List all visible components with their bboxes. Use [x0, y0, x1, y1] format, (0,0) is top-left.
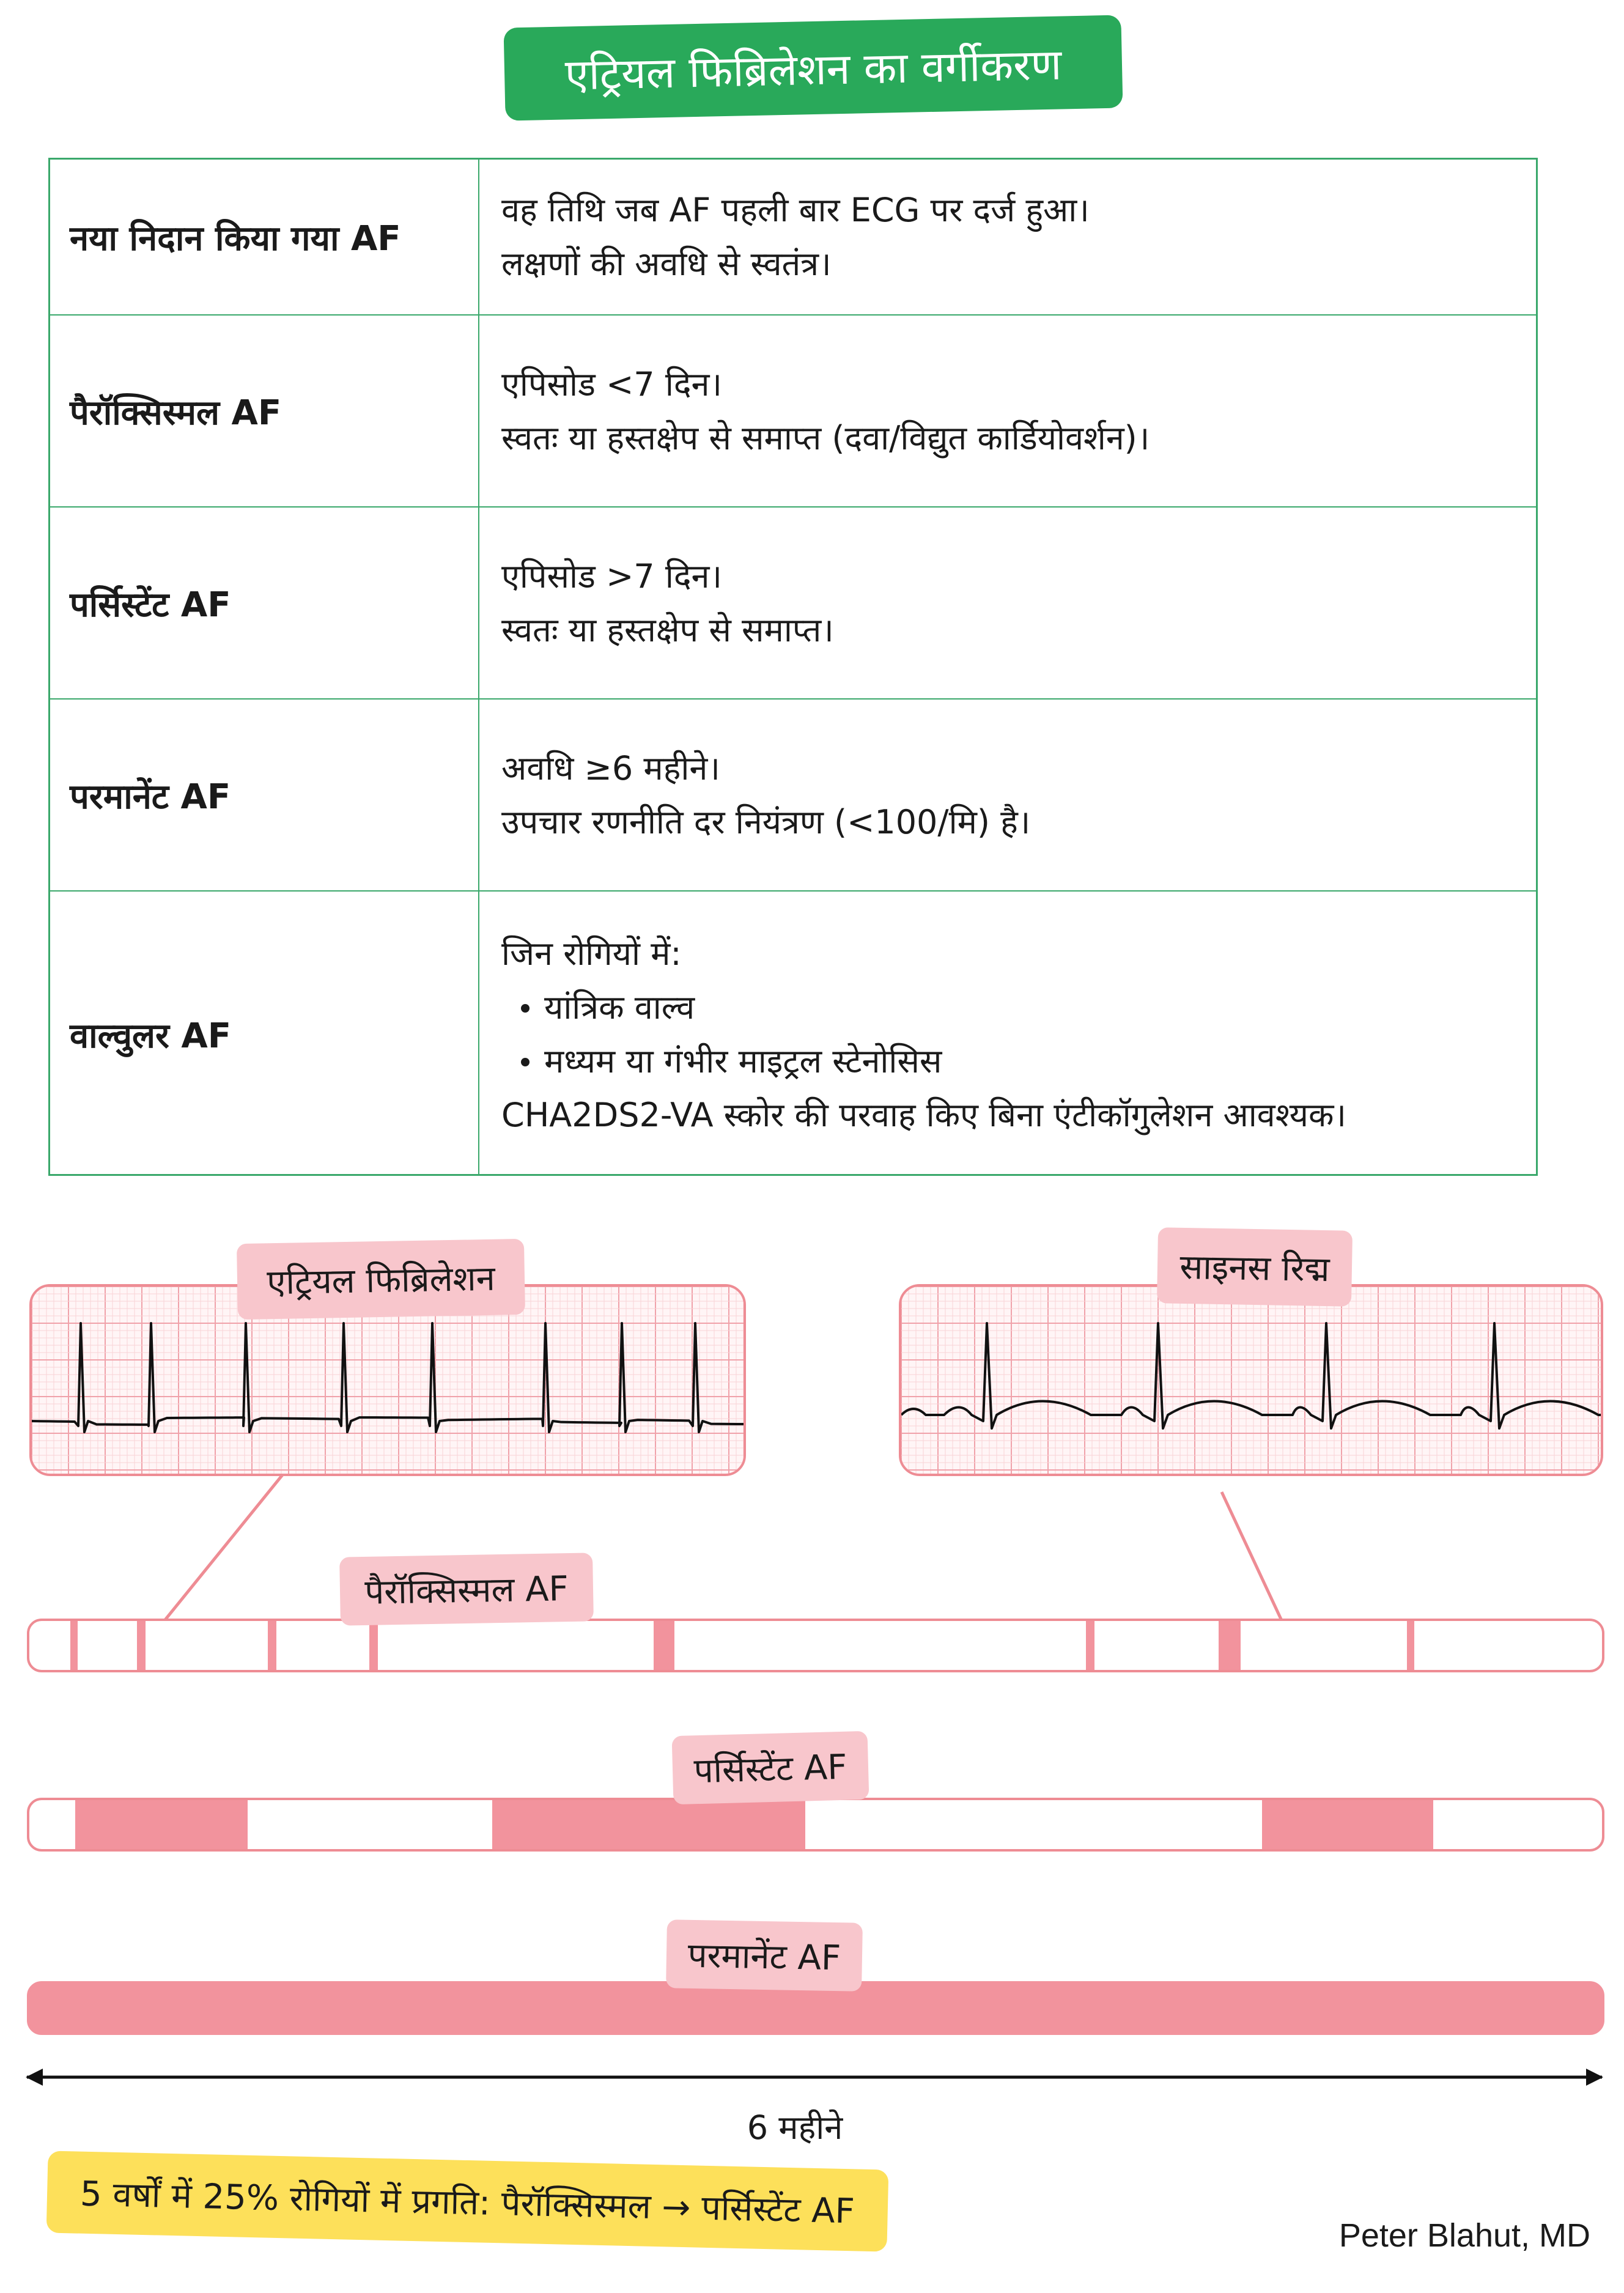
sinus-arrow	[1222, 1492, 1290, 1639]
progression-note: 5 वर्षों में 25% रोगियों में प्रगति: पैरॉक्सिस्मल → पर्सिस्टेंट AF	[46, 2151, 889, 2251]
af-episode	[1219, 1621, 1241, 1670]
description-line: जिन रोगियों में:	[501, 934, 682, 973]
description-line: उपचार रणनीति दर नियंत्रण (<100/मि) है।	[501, 803, 1031, 841]
af-episode	[1407, 1621, 1414, 1670]
af-episode	[492, 1800, 805, 1849]
af-episode	[137, 1621, 146, 1670]
af-episode	[1262, 1800, 1433, 1849]
persistent-timeline	[27, 1798, 1604, 1852]
row-name: परमानेंट AF	[70, 777, 231, 817]
paroxysmal-label: पैरॉक्सिस्मल AF	[339, 1553, 594, 1625]
row-name: वाल्वुलर AF	[70, 1016, 231, 1056]
row-name: नया निदान किया गया AF	[70, 219, 401, 259]
description-line: अवधि ≥6 महीने।	[501, 749, 720, 788]
row-name: पैरॉक्सिस्मल AF	[70, 393, 282, 433]
page-title: एट्रियल फिब्रिलेशन का वर्गीकरण	[504, 15, 1123, 120]
af-episode	[654, 1621, 674, 1670]
row-name: पर्सिस्टेंट AF	[70, 585, 231, 625]
description-line: स्वतः या हस्तक्षेप से समाप्त (दवा/विद्युत कार्डियोवर्शन)।	[501, 419, 1150, 457]
af-episode	[268, 1621, 276, 1670]
permanent-label: परमानेंट AF	[666, 1919, 863, 1992]
author-credit: Peter Blahut, MD	[1338, 2217, 1590, 2254]
paroxysmal-timeline	[27, 1619, 1604, 1672]
af-ecg-label: एट्रियल फिब्रिलेशन	[237, 1239, 525, 1320]
persistent-label: पर्सिस्टेंट AF	[672, 1731, 869, 1804]
af-episode	[70, 1621, 78, 1670]
af-episode	[369, 1621, 378, 1670]
af-episode	[75, 1800, 248, 1849]
description-line: एपिसोड >7 दिन।	[501, 557, 722, 596]
description-line: स्वतः या हस्तक्षेप से समाप्त।	[501, 611, 834, 649]
description-line: एपिसोड <7 दिन।	[501, 365, 722, 404]
description-line: CHA2DS2-VA स्कोर की परवाह किए बिना एंटीकॉगुलेशन आवश्यक।	[501, 1095, 1346, 1134]
af-episode	[1086, 1621, 1094, 1670]
bullet-item: यांत्रिक वाल्व	[501, 981, 1538, 1035]
af-arrow	[150, 1475, 282, 1639]
sinus-ecg-label: साइनस रिद्म	[1157, 1227, 1353, 1307]
description-line: लक्षणों की अवधि से स्वतंत्र।	[501, 245, 832, 283]
duration-label: 6 महीने	[747, 2108, 843, 2147]
bullet-item: मध्यम या गंभीर माइट्रल स्टेनोसिस	[501, 1035, 1538, 1088]
description-line: वह तिथि जब AF पहली बार ECG पर दर्ज हुआ।	[501, 191, 1090, 229]
